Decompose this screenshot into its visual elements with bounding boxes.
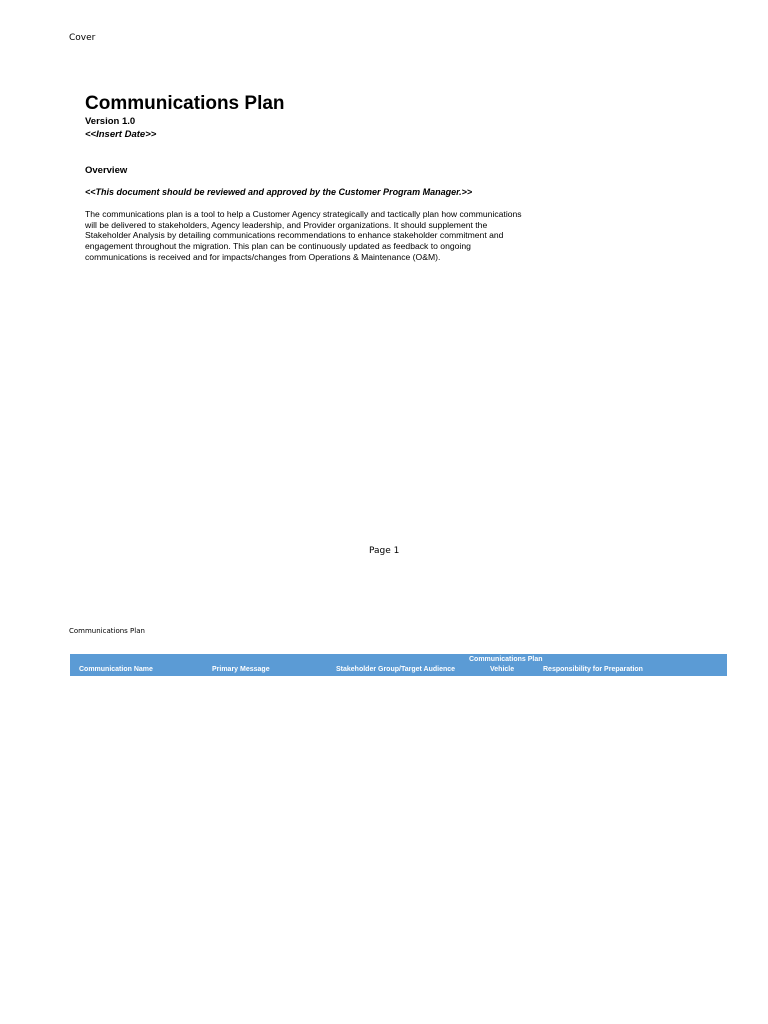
column-header-responsibility: Responsibility for Preparation bbox=[543, 666, 643, 673]
overview-line: The communications plan is a tool to help a Customer Agency strategically and tactically plan how communications bbox=[85, 209, 522, 219]
document-date-placeholder: <<Insert Date>> bbox=[85, 129, 157, 140]
overview-line: will be delivered to stakeholders, Agency leadership, and Provider organizations. It should supplement the bbox=[85, 219, 488, 230]
document-title: Communications Plan bbox=[85, 93, 285, 114]
overview-paragraph bbox=[85, 209, 585, 263]
overview-line: Stakeholder Analysis by detailing communications recommendations to enhance stakeholder commitment and bbox=[85, 230, 504, 241]
column-header-communication-name: Communication Name bbox=[79, 666, 153, 673]
page-number: Page 1 bbox=[369, 546, 400, 556]
plan-table-header bbox=[70, 654, 727, 676]
review-note: <<This document should be reviewed and approved by the Customer Program Manager.>> bbox=[85, 187, 473, 197]
table-group-title: Communications Plan bbox=[469, 656, 543, 663]
overview-line: communications is received and for impacts/changes from Operations & Maintenance (O&M). bbox=[85, 251, 441, 262]
column-header-stakeholder-group: Stakeholder Group/Target Audience bbox=[336, 666, 456, 673]
overview-line: engagement throughout the migration. This plan can be continuously updated as feedback to ongoing bbox=[85, 241, 471, 252]
cover-sheet-label: Cover bbox=[69, 33, 96, 43]
column-header-primary-message: Primary Message bbox=[212, 666, 270, 673]
overview-heading: Overview bbox=[85, 165, 128, 176]
document-version: Version 1.0 bbox=[85, 116, 136, 127]
column-header-vehicle: Vehicle bbox=[490, 666, 515, 673]
plan-sheet-label: Communications Plan bbox=[69, 627, 145, 635]
